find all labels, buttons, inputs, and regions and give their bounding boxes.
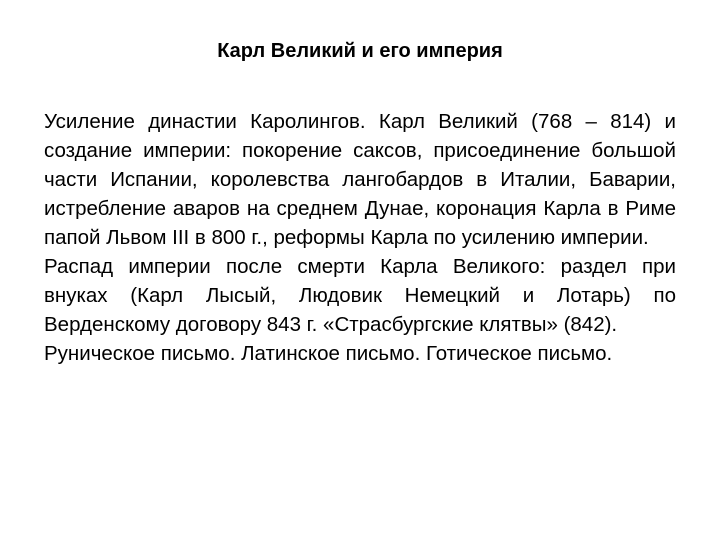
paragraph-scripts: Руническое письмо. Латинское письмо. Готическое письмо. (44, 342, 613, 365)
paragraph-carolingians: Усиление династии Каролингов. Карл Великий (768 – 814) и создание империи: покорение саксов, присоединение большой части Испании, королевства лангобардов в Италии, Баварии, истребление аваров на среднем Дунае, коронация Карла в Риме папой Львом III в 800 г., реформы Карла по усилению империи. (44, 110, 676, 249)
slide-body (44, 107, 676, 368)
slide-title: Карл Великий и его империя (217, 40, 503, 62)
paragraph-empire-collapse: Распад империи после смерти Карла Великого: раздел при внуках (Карл Лысый, Людовик Немецкий и Лотарь) по Верденскому договору 843 г. «Страсбургские клятвы» (842). (44, 255, 676, 336)
